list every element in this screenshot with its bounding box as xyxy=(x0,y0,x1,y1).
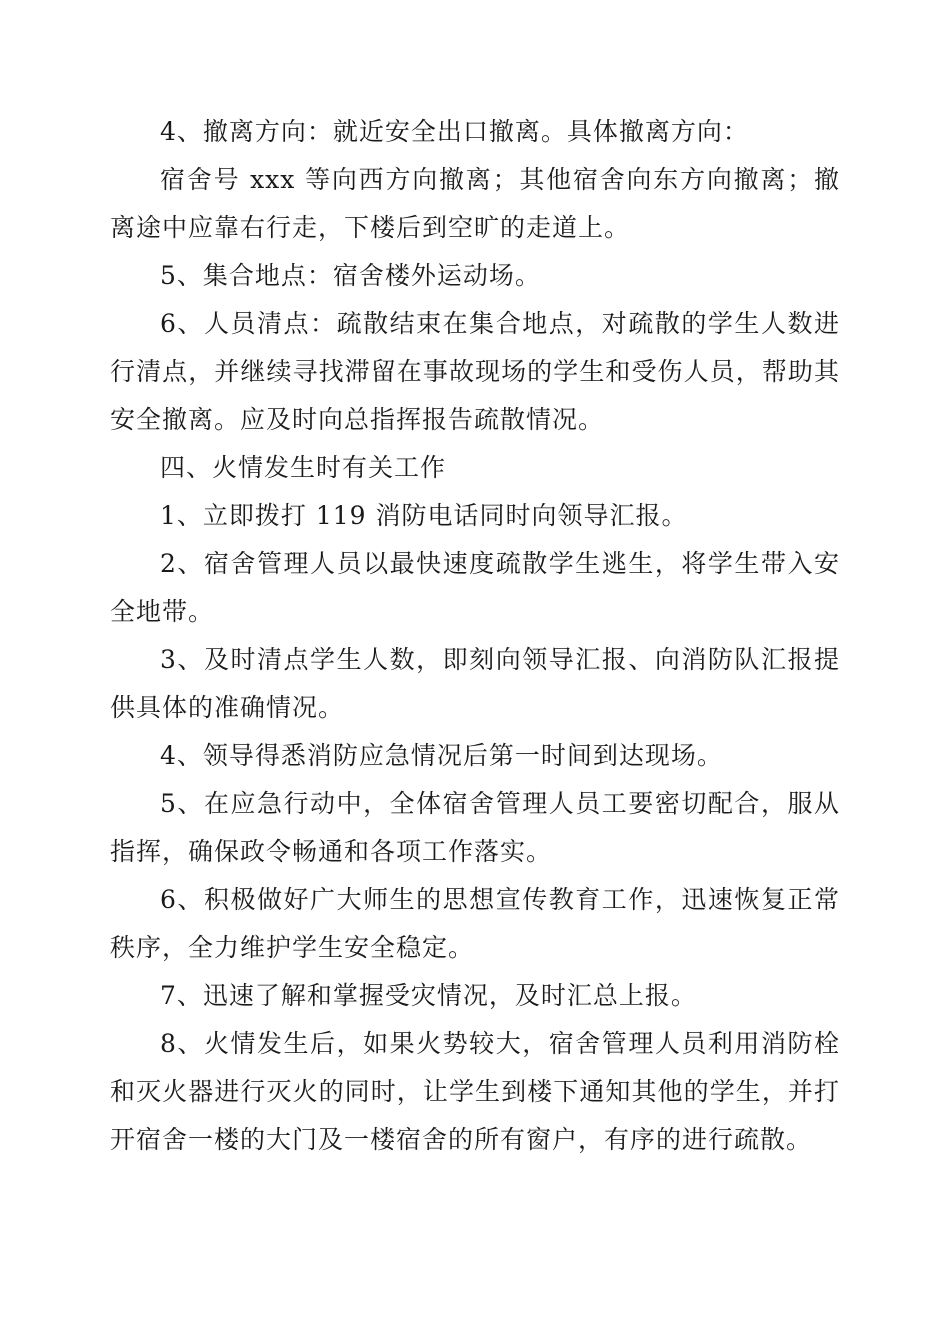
paragraph-assembly-point: 5、集合地点：宿舍楼外运动场。 xyxy=(160,261,541,290)
paragraph-evacuation-details: 宿舍号 xxx 等向西方向撤离；其他宿舍向东方向撤离；撤离途中应靠右行走，下楼后到空旷的走道上。 xyxy=(110,165,840,242)
paragraph-item-6: 6、积极做好广大师生的思想宣传教育工作，迅速恢复正常秩序，全力维护学生安全稳定。 xyxy=(110,885,840,962)
section-heading-fire-work: 四、火情发生时有关工作 xyxy=(160,453,447,482)
paragraph-item-3: 3、及时清点学生人数，即刻向领导汇报、向消防队汇报提供具体的准确情况。 xyxy=(110,645,840,722)
paragraph-item-4: 4、领导得悉消防应急情况后第一时间到达现场。 xyxy=(160,741,723,770)
paragraph-item-1: 1、立即拨打 119 消防电话同时向领导汇报。 xyxy=(160,501,688,530)
paragraph-evacuation-direction: 4、撤离方向：就近安全出口撤离。具体撤离方向： xyxy=(160,117,749,146)
paragraph-item-2: 2、宿舍管理人员以最快速度疏散学生逃生，将学生带入安全地带。 xyxy=(110,549,840,626)
paragraph-item-8: 8、火情发生后，如果火势较大，宿舍管理人员利用消防栓和灭火器进行灭火的同时，让学生到楼下通知其他的学生，并打开宿舍一楼的大门及一楼宿舍的所有窗户，有序的进行疏散。 xyxy=(110,1029,840,1154)
paragraph-headcount: 6、人员清点：疏散结束在集合地点，对疏散的学生人数进行清点，并继续寻找滞留在事故现场的学生和受伤人员，帮助其安全撤离。应及时向总指挥报告疏散情况。 xyxy=(110,309,840,434)
document-body xyxy=(110,108,840,1164)
paragraph-item-5: 5、在应急行动中，全体宿舍管理人员工要密切配合，服从指挥，确保政令畅通和各项工作落实。 xyxy=(110,789,840,866)
paragraph-item-7: 7、迅速了解和掌握受灾情况，及时汇总上报。 xyxy=(160,981,697,1010)
